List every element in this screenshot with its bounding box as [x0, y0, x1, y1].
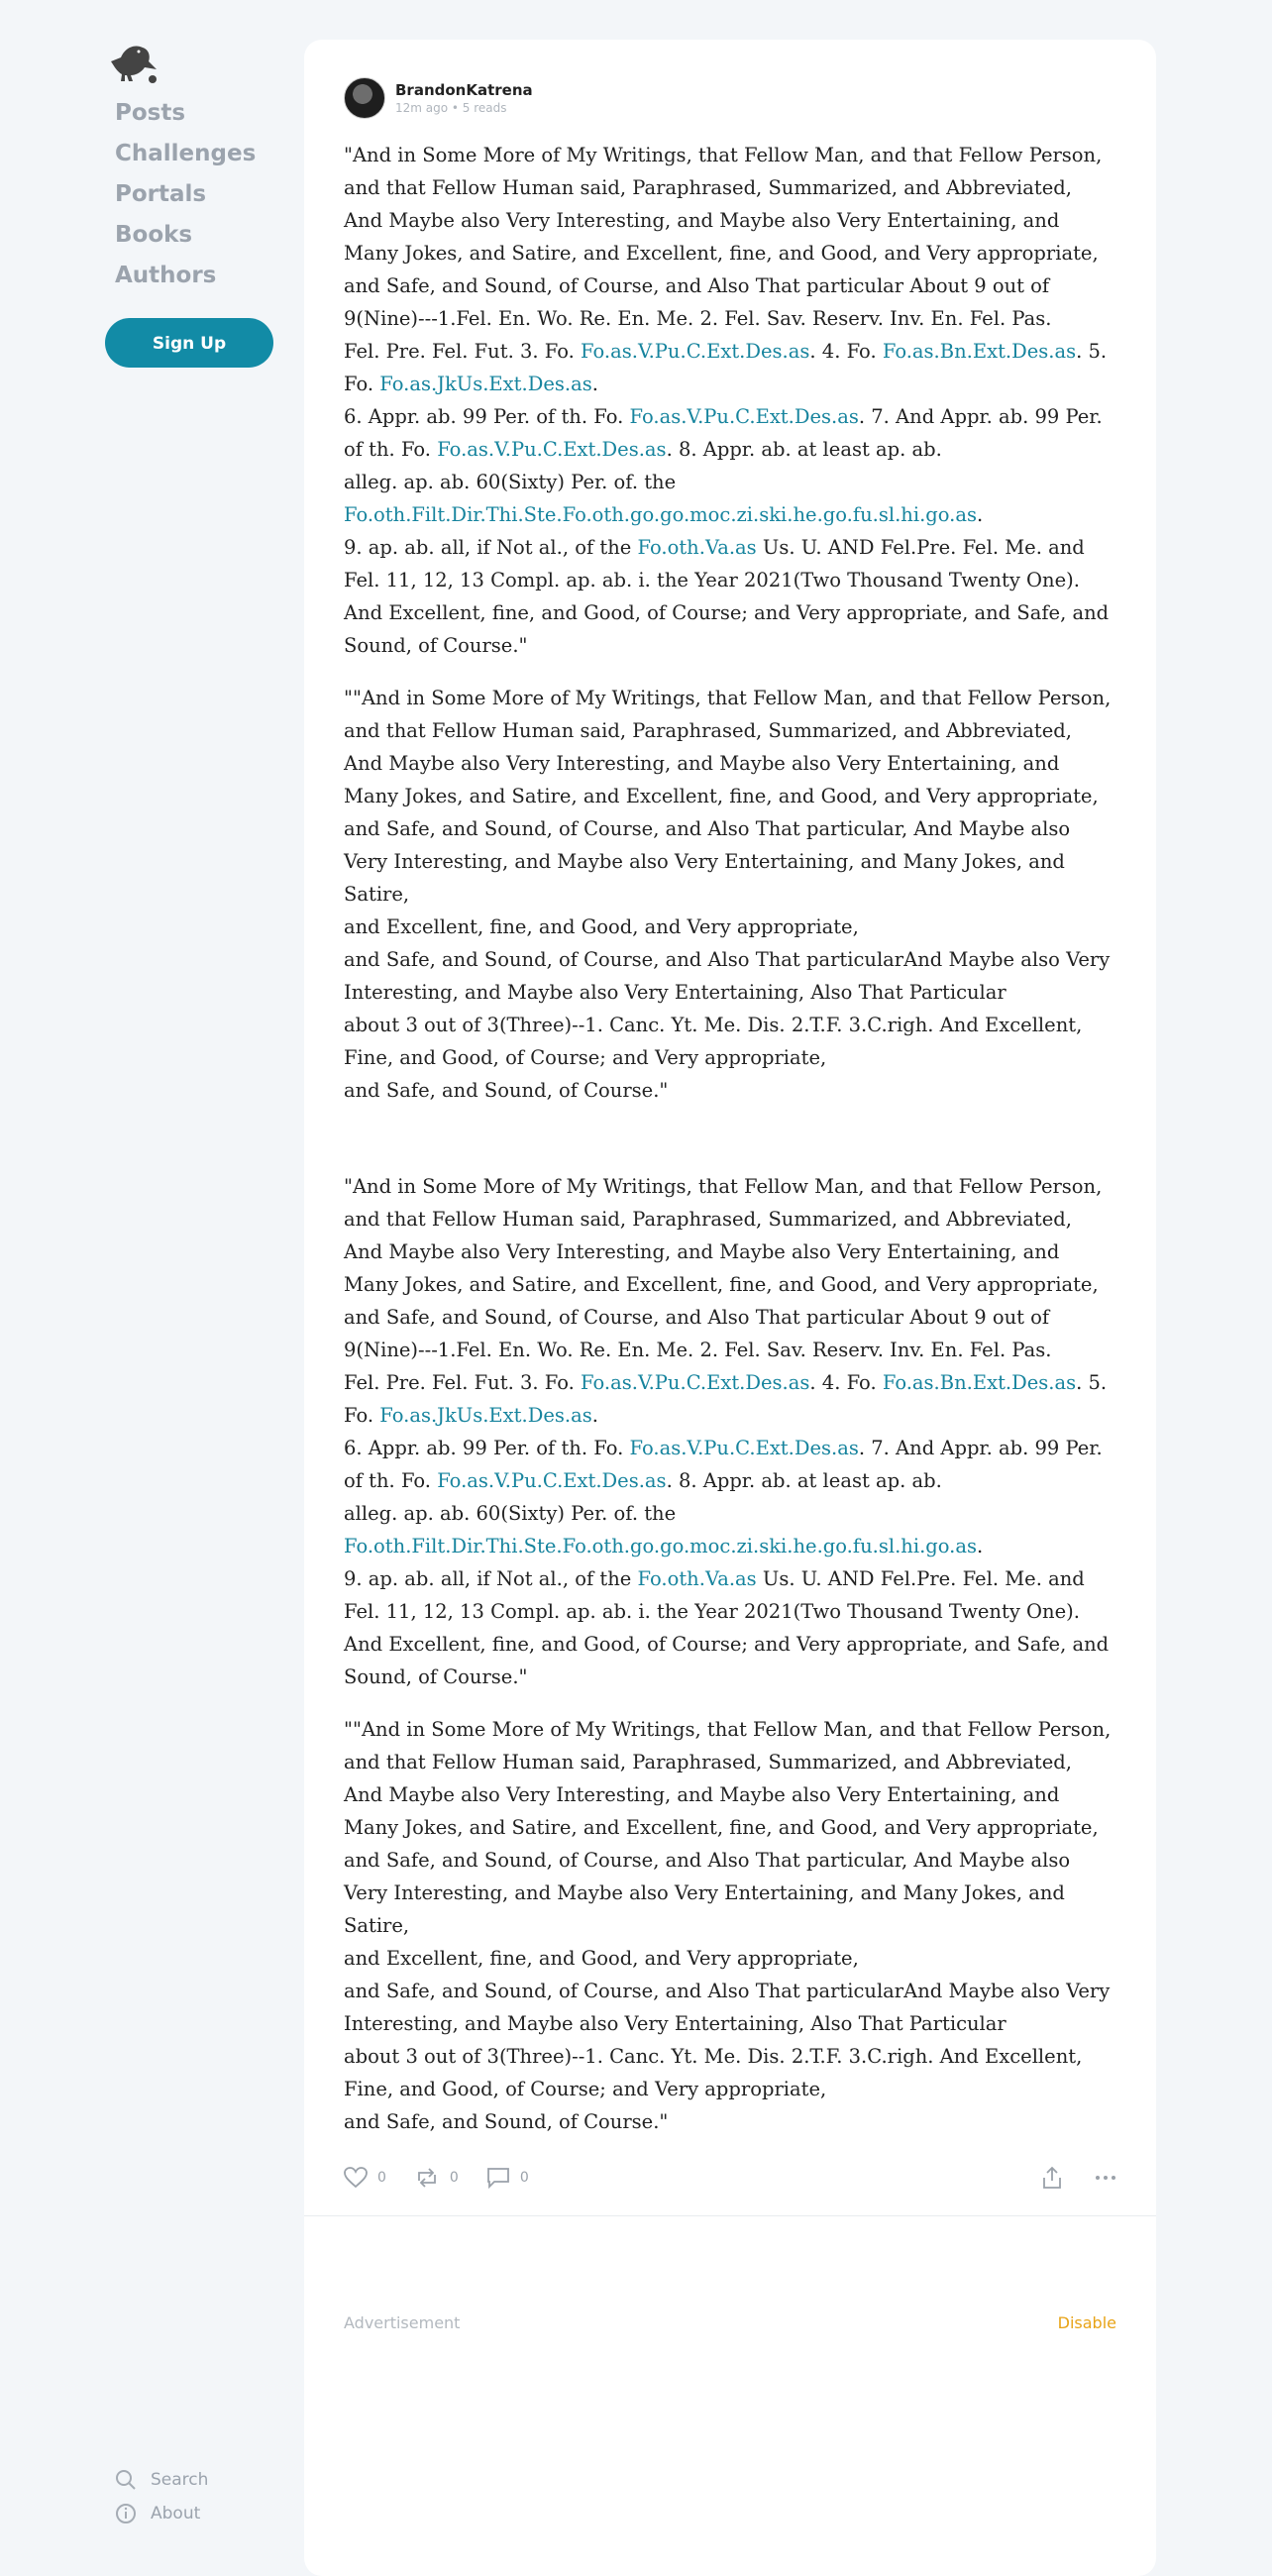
- bottom-nav: [115, 2463, 208, 2530]
- post-link[interactable]: Fo.oth.Filt.Dir.Thi.Ste.Fo.oth.go.go.moc.zi.ski.he.go.fu.sl.hi.go.as: [344, 503, 977, 526]
- right-actions: [1009, 2166, 1116, 2190]
- text-line: 9. ap. ab. all, if Not al., of the Fo.oth.Va.as Us. U. AND Fel.Pre. Fel. Me. and Fel. 11, 12, 13 Compl. ap. ab. i. the Year 2021(Two Thousand Twenty One).: [344, 536, 1085, 591]
- post-link[interactable]: Fo.as.V.Pu.C.Ext.Des.as: [629, 1437, 859, 1459]
- nav-posts[interactable]: Posts: [115, 100, 186, 126]
- text-line: And Maybe also Very Interesting, and Maybe also Very Entertaining, and Many Jokes, and Satire, and Excellent, fine, and Good, and Very appropriate,: [344, 209, 1099, 265]
- crow-logo-icon[interactable]: [105, 40, 160, 87]
- comment-count: 0: [519, 2170, 529, 2186]
- text-line: And Maybe also Very Interesting, and Maybe also Very Entertaining, and Many Jokes, and Satire, and Excellent, fine, and Good, and Very appropriate,: [344, 1783, 1099, 1839]
- post-link[interactable]: Fo.as.JkUs.Ext.Des.as: [379, 1404, 592, 1427]
- post-actions: [344, 2158, 1116, 2198]
- author-name[interactable]: BrandonKatrena: [395, 81, 533, 99]
- post-link[interactable]: Fo.oth.Filt.Dir.Thi.Ste.Fo.oth.go.go.moc.zi.ski.he.go.fu.sl.hi.go.as: [344, 1535, 977, 1557]
- paragraph: [344, 1170, 1116, 1693]
- text-line: ""And in Some More of My Writings, that Fellow Man, and that Fellow Person, and that Fellow Human said, Paraphrased, Summarized, and Abbreviated,: [344, 687, 1112, 742]
- sign-up-button[interactable]: Sign Up: [105, 318, 273, 368]
- text-line: alleg. ap. ab. 60(Sixty) Per. of. the: [344, 471, 677, 493]
- text-line: 9. ap. ab. all, if Not al., of the Fo.oth.Va.as Us. U. AND Fel.Pre. Fel. Me. and Fel. 11, 12, 13 Compl. ap. ab. i. the Year 2021(Two Thousand Twenty One).: [344, 1567, 1085, 1623]
- text-line: about 3 out of 3(Three)--1. Canc. Yt. Me. Dis. 2.T.F. 3.C.righ. And Excellent, Fine, and Good, of Course; and Very appropriate,: [344, 1014, 1083, 1069]
- search-link[interactable]: [115, 2463, 208, 2497]
- post-body: [344, 139, 1116, 2138]
- text-line: and Safe, and Sound, of Course, and Also That particular, And Maybe also Very Interesting, and Maybe also Very Entertaining, and Many Jokes, and Satire,: [344, 817, 1071, 906]
- text-line: ""And in Some More of My Writings, that Fellow Man, and that Fellow Person, and that Fellow Human said, Paraphrased, Summarized, and Abbreviated,: [344, 1718, 1112, 1773]
- nav-portals[interactable]: Portals: [115, 181, 207, 207]
- author-row: [344, 77, 1116, 119]
- like-count: 0: [377, 2170, 386, 2186]
- text-line: alleg. ap. ab. 60(Sixty) Per. of. the: [344, 1502, 677, 1525]
- post-card: [304, 40, 1156, 2576]
- comment-icon: [486, 2167, 510, 2189]
- repost-button[interactable]: [414, 2167, 459, 2189]
- text-line: Fel. Pre. Fel. Fut. 3. Fo. Fo.as.V.Pu.C.Ext.Des.as. 4. Fo. Fo.as.Bn.Ext.Des.as. 5. Fo. Fo.as.JkUs.Ext.Des.as.: [344, 1371, 1108, 1427]
- post-meta: 12m ago • 5 reads: [395, 101, 507, 115]
- paragraph: [344, 1713, 1116, 2138]
- like-button[interactable]: [344, 2167, 386, 2189]
- share-icon: [1041, 2166, 1063, 2190]
- post-link[interactable]: Fo.as.V.Pu.C.Ext.Des.as: [437, 1469, 667, 1492]
- share-button[interactable]: [1041, 2166, 1063, 2190]
- text-line: and Safe, and Sound, of Course, and Also That particular About 9 out of 9(Nine)---1.Fel. En. Wo. Re. En. Me. 2. Fel. Sav. Reserv. Inv. En. Fel. Pas.: [344, 1306, 1052, 1361]
- sidebar: [105, 40, 283, 368]
- post-link[interactable]: Fo.oth.Va.as: [637, 1567, 757, 1590]
- text-line: and Safe, and Sound, of Course, and Also That particular About 9 out of 9(Nine)---1.Fel. En. Wo. Re. En. Me. 2. Fel. Sav. Reserv. Inv. En. Fel. Pas.: [344, 274, 1052, 330]
- advertisement-label: Advertisement: [344, 2313, 461, 2332]
- paragraph: [344, 682, 1116, 1107]
- post: [304, 40, 1156, 2198]
- repost-icon: [414, 2167, 440, 2189]
- text-line: and Safe, and Sound, of Course.": [344, 2110, 669, 2133]
- search-label: Search: [151, 2470, 209, 2490]
- text-line: and Safe, and Sound, of Course.": [344, 1079, 669, 1102]
- post-link[interactable]: Fo.oth.Va.as: [637, 536, 757, 559]
- text-line: and Safe, and Sound, of Course, and Also That particularAnd Maybe also Very Interesting, and Maybe also Very Entertaining, Also That Particular: [344, 948, 1111, 1004]
- paragraph: [344, 139, 1116, 662]
- repost-count: 0: [449, 2170, 459, 2186]
- post-link[interactable]: Fo.as.Bn.Ext.Des.as: [882, 1371, 1077, 1394]
- post-link[interactable]: Fo.as.V.Pu.C.Ext.Des.as: [437, 438, 667, 461]
- text-line: 6. Appr. ab. 99 Per. of th. Fo. Fo.as.V.Pu.C.Ext.Des.as. 7. And Appr. ab. 99 Per. of th. Fo. Fo.as.V.Pu.C.Ext.Des.as. 8. Appr. ab. at least ap. ab.: [344, 405, 1103, 461]
- text-line: and Excellent, fine, and Good, and Very appropriate,: [344, 1947, 859, 1970]
- post-link[interactable]: Fo.as.V.Pu.C.Ext.Des.as: [581, 1371, 810, 1394]
- text-line: And Maybe also Very Interesting, and Maybe also Very Entertaining, and Many Jokes, and Satire, and Excellent, fine, and Good, and Very appropriate,: [344, 1240, 1099, 1296]
- post-link[interactable]: Fo.as.V.Pu.C.Ext.Des.as: [581, 340, 810, 363]
- text-line: "And in Some More of My Writings, that Fellow Man, and that Fellow Person, and that Fellow Human said, Paraphrased, Summarized, and Abbreviated,: [344, 1175, 1103, 1231]
- post-link[interactable]: Fo.as.V.Pu.C.Ext.Des.as: [629, 405, 859, 428]
- advertisement-bar: [344, 2313, 1116, 2332]
- text-line: Fo.oth.Filt.Dir.Thi.Ste.Fo.oth.go.go.moc.zi.ski.he.go.fu.sl.hi.go.as.: [344, 503, 984, 526]
- nav-challenges[interactable]: Challenges: [115, 141, 257, 166]
- nav-authors[interactable]: Authors: [115, 263, 217, 288]
- text-line: and Excellent, fine, and Good, and Very appropriate,: [344, 915, 859, 938]
- text-line: And Excellent, fine, and Good, of Course; and Very appropriate, and Safe, and Sound, of Course.": [344, 1633, 1110, 1688]
- text-line: and Safe, and Sound, of Course, and Also That particular, And Maybe also Very Interesting, and Maybe also Very Entertaining, and Many Jokes, and Satire,: [344, 1849, 1071, 1937]
- text-line: about 3 out of 3(Three)--1. Canc. Yt. Me. Dis. 2.T.F. 3.C.righ. And Excellent, Fine, and Good, of Course; and Very appropriate,: [344, 2045, 1083, 2100]
- about-link[interactable]: [115, 2497, 208, 2530]
- text-line: 6. Appr. ab. 99 Per. of th. Fo. Fo.as.V.Pu.C.Ext.Des.as. 7. And Appr. ab. 99 Per. of th. Fo. Fo.as.V.Pu.C.Ext.Des.as. 8. Appr. ab. at least ap. ab.: [344, 1437, 1103, 1492]
- text-line: and Safe, and Sound, of Course, and Also That particularAnd Maybe also Very Interesting, and Maybe also Very Entertaining, Also That Particular: [344, 1980, 1111, 2035]
- text-line: And Maybe also Very Interesting, and Maybe also Very Entertaining, and Many Jokes, and Satire, and Excellent, fine, and Good, and Very appropriate,: [344, 752, 1099, 807]
- divider: [304, 2215, 1156, 2216]
- disable-ads-link[interactable]: Disable: [1057, 2313, 1116, 2332]
- info-icon: [115, 2503, 137, 2524]
- search-icon: [115, 2469, 137, 2491]
- post-link[interactable]: Fo.as.JkUs.Ext.Des.as: [379, 373, 592, 395]
- more-button[interactable]: [1095, 2166, 1116, 2190]
- avatar[interactable]: [344, 77, 385, 119]
- text-line: And Excellent, fine, and Good, of Course; and Very appropriate, and Safe, and Sound, of Course.": [344, 601, 1110, 657]
- heart-icon: [344, 2167, 368, 2189]
- comment-button[interactable]: [486, 2167, 529, 2189]
- text-line: Fel. Pre. Fel. Fut. 3. Fo. Fo.as.V.Pu.C.Ext.Des.as. 4. Fo. Fo.as.Bn.Ext.Des.as. 5. Fo. Fo.as.JkUs.Ext.Des.as.: [344, 340, 1108, 395]
- text-line: Fo.oth.Filt.Dir.Thi.Ste.Fo.oth.go.go.moc.zi.ski.he.go.fu.sl.hi.go.as.: [344, 1535, 984, 1557]
- more-icon: [1095, 2166, 1116, 2190]
- post-link[interactable]: Fo.as.Bn.Ext.Des.as: [882, 340, 1077, 363]
- text-line: "And in Some More of My Writings, that Fellow Man, and that Fellow Person, and that Fellow Human said, Paraphrased, Summarized, and Abbreviated,: [344, 144, 1103, 199]
- about-label: About: [151, 2504, 201, 2523]
- nav-books[interactable]: Books: [115, 222, 193, 248]
